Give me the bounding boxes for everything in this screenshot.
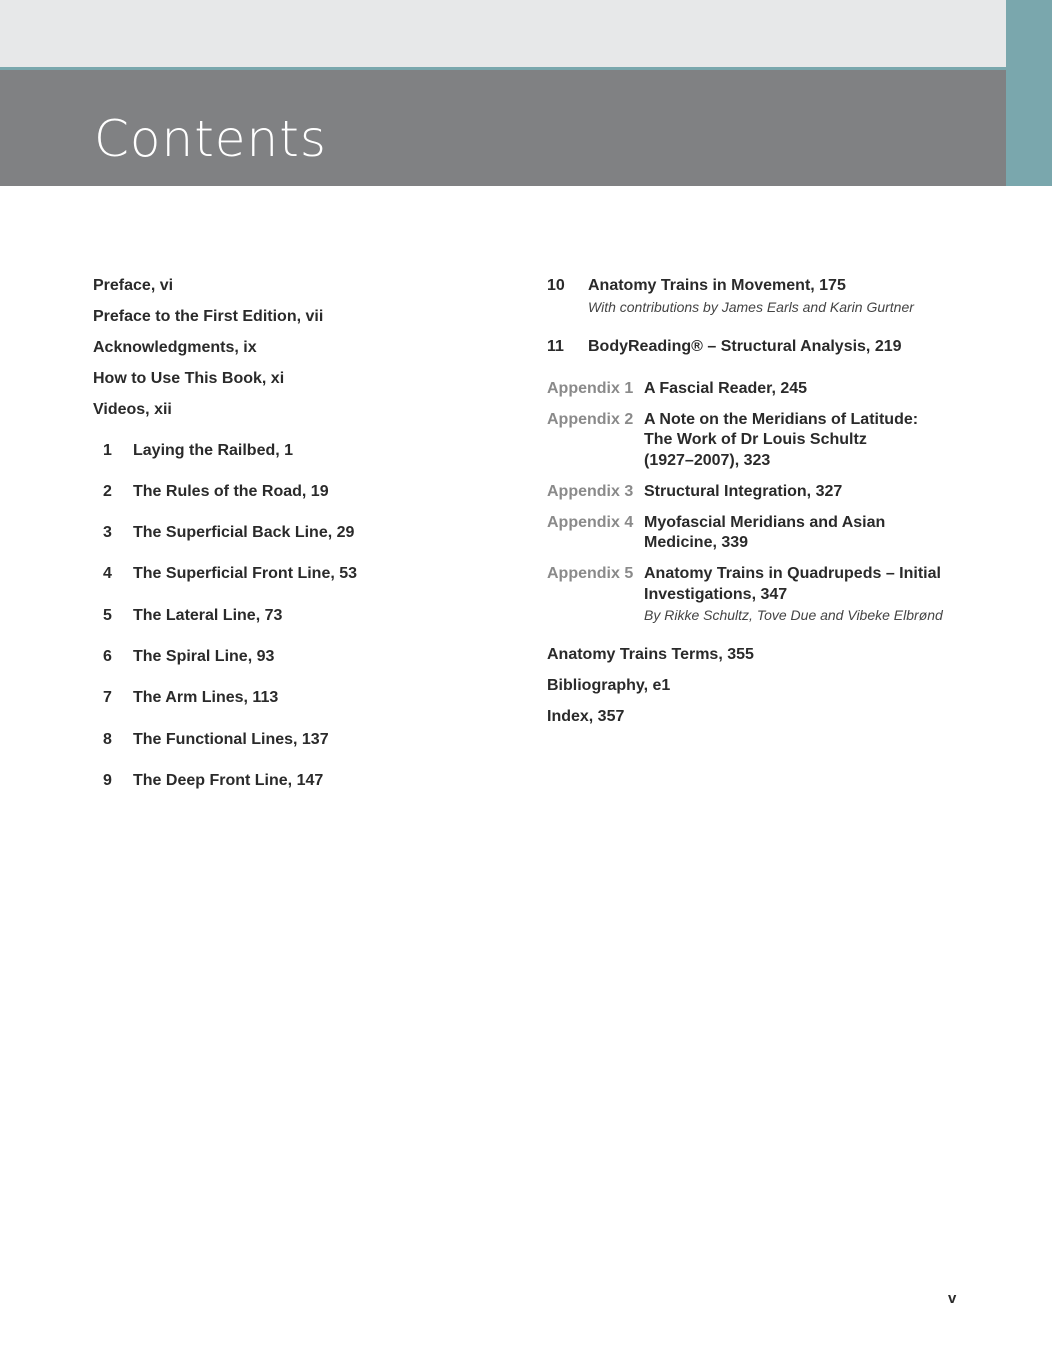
- chapter-title: Laying the Railbed, 1: [133, 441, 294, 459]
- chapter-number: 3: [103, 524, 112, 542]
- chapter-number: 6: [103, 647, 112, 665]
- side-tab: [1006, 0, 1052, 186]
- chapter-number: 5: [103, 606, 112, 624]
- chapter-title: The Spiral Line, 93: [133, 647, 275, 665]
- toc-appendix-4[interactable]: [547, 513, 987, 554]
- contents-left-column: [93, 276, 513, 812]
- chapter-number: 11: [547, 338, 564, 356]
- toc-entry-videos[interactable]: Videos, xii: [93, 401, 172, 418]
- toc-entry-terms[interactable]: Anatomy Trains Terms, 355: [547, 646, 754, 664]
- toc-chapter-6[interactable]: [93, 647, 513, 668]
- appendix-label: Appendix 5: [547, 565, 634, 583]
- appendix-label: Appendix 3: [547, 482, 634, 500]
- toc-chapter-2[interactable]: [93, 482, 513, 503]
- chapter-title: BodyReading® – Structural Analysis, 219: [588, 338, 902, 356]
- chapter-number: 2: [103, 482, 112, 500]
- chapter-title: The Arm Lines, 113: [133, 689, 279, 707]
- appendix-title-line: A Fascial Reader, 245: [644, 379, 808, 397]
- appendix-label: Appendix 1: [547, 379, 634, 397]
- contents-right-column: [547, 276, 987, 738]
- toc-entry-acknowledgments[interactable]: Acknowledgments, ix: [93, 339, 257, 356]
- toc-entry-index[interactable]: Index, 357: [547, 708, 625, 726]
- page-title: Contents: [94, 110, 327, 168]
- toc-chapter-4[interactable]: [93, 564, 513, 585]
- chapter-number: 9: [103, 771, 112, 789]
- chapter-number: 7: [103, 689, 112, 707]
- appendix-title-line: A Note on the Meridians of Latitude:: [644, 410, 919, 428]
- appendix-title-line: (1927–2007), 323: [644, 451, 771, 469]
- top-strip: [0, 0, 1006, 67]
- appendix-title-line: Investigations, 347: [644, 585, 788, 603]
- appendix-title-line: Structural Integration, 327: [644, 482, 843, 500]
- appendix-title-line: Anatomy Trains in Quadrupeds – Initial: [644, 565, 941, 583]
- toc-entry-bibliography[interactable]: Bibliography, e1: [547, 677, 671, 695]
- toc-chapter-9[interactable]: [93, 771, 513, 792]
- toc-entry-how-to-use[interactable]: How to Use This Book, xi: [93, 370, 285, 387]
- toc-chapter-5[interactable]: [93, 606, 513, 627]
- toc-chapter-11[interactable]: [547, 337, 987, 358]
- toc-entry-preface[interactable]: Preface, vi: [93, 277, 174, 294]
- toc-chapter-10[interactable]: [547, 276, 987, 317]
- appendix-label: Appendix 4: [547, 513, 634, 531]
- page-number: v: [948, 1290, 957, 1307]
- toc-entry-preface-first-edition[interactable]: Preface to the First Edition, vii: [93, 308, 324, 325]
- chapter-number: 4: [103, 565, 112, 583]
- toc-appendix-2[interactable]: [547, 410, 987, 472]
- appendix-label: Appendix 2: [547, 410, 634, 428]
- toc-appendix-1[interactable]: [547, 379, 987, 400]
- appendix-title-line: Medicine, 339: [644, 534, 749, 552]
- chapter-number: 1: [103, 441, 112, 459]
- chapter-number: 10: [547, 277, 565, 294]
- chapter-title: The Lateral Line, 73: [133, 606, 283, 624]
- chapter-title: Anatomy Trains in Movement, 175: [588, 277, 846, 294]
- chapter-title: The Functional Lines, 137: [133, 730, 329, 748]
- chapter-title: The Deep Front Line, 147: [133, 771, 324, 789]
- chapter-contributors: With contributions by James Earls and Karin Gurtner: [588, 298, 914, 315]
- appendix-contributors: By Rikke Schultz, Tove Due and Vibeke Elbrønd: [644, 607, 943, 624]
- toc-appendix-3[interactable]: [547, 482, 987, 503]
- toc-chapter-8[interactable]: [93, 730, 513, 751]
- chapter-title: The Superficial Front Line, 53: [133, 565, 358, 583]
- appendix-title-line: The Work of Dr Louis Schultz: [644, 431, 867, 449]
- appendix-title-line: Myofascial Meridians and Asian: [644, 513, 886, 531]
- chapter-title: The Rules of the Road, 19: [133, 482, 329, 500]
- toc-chapter-3[interactable]: [93, 523, 513, 544]
- chapter-title: The Superficial Back Line, 29: [133, 524, 355, 542]
- chapter-number: 8: [103, 730, 112, 748]
- toc-chapter-7[interactable]: [93, 688, 513, 709]
- toc-appendix-5[interactable]: [547, 564, 987, 625]
- toc-chapter-1[interactable]: [93, 441, 513, 462]
